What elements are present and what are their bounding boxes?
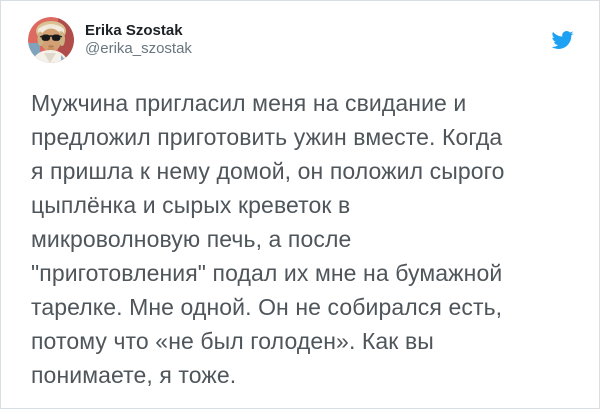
display-name[interactable]: Erika Szostak bbox=[85, 22, 183, 39]
tweet-text-line: я пришла к нему домой, он положил сырого bbox=[31, 158, 505, 184]
tweet-text-line: тарелке. Мне одной. Он не собирался есть, bbox=[31, 294, 503, 320]
user-handle[interactable]: @erika_szostak bbox=[85, 40, 192, 57]
tweet-header bbox=[28, 17, 579, 63]
user-names bbox=[85, 17, 192, 58]
user-avatar-photo-icon bbox=[28, 17, 74, 63]
tweet-text-line: понимаете, я тоже. bbox=[31, 362, 237, 388]
twitter-bird-icon[interactable] bbox=[549, 29, 576, 51]
tweet-text-line: Мужчина пригласил меня на свидание и bbox=[31, 90, 467, 116]
tweet-text-line: "приготовления" подал их мне на бумажной bbox=[31, 260, 503, 286]
tweet-text-line: потому что «не был голоден». Как вы bbox=[31, 328, 434, 354]
tweet-text-line: цыплёнка и сырых креветок в bbox=[31, 192, 351, 218]
tweet-text-line: микроволновую печь, а после bbox=[31, 226, 352, 252]
tweet-text bbox=[31, 86, 577, 392]
avatar[interactable] bbox=[28, 17, 74, 63]
tweet-text-line: предложил приготовить ужин вместе. Когда bbox=[31, 124, 503, 150]
